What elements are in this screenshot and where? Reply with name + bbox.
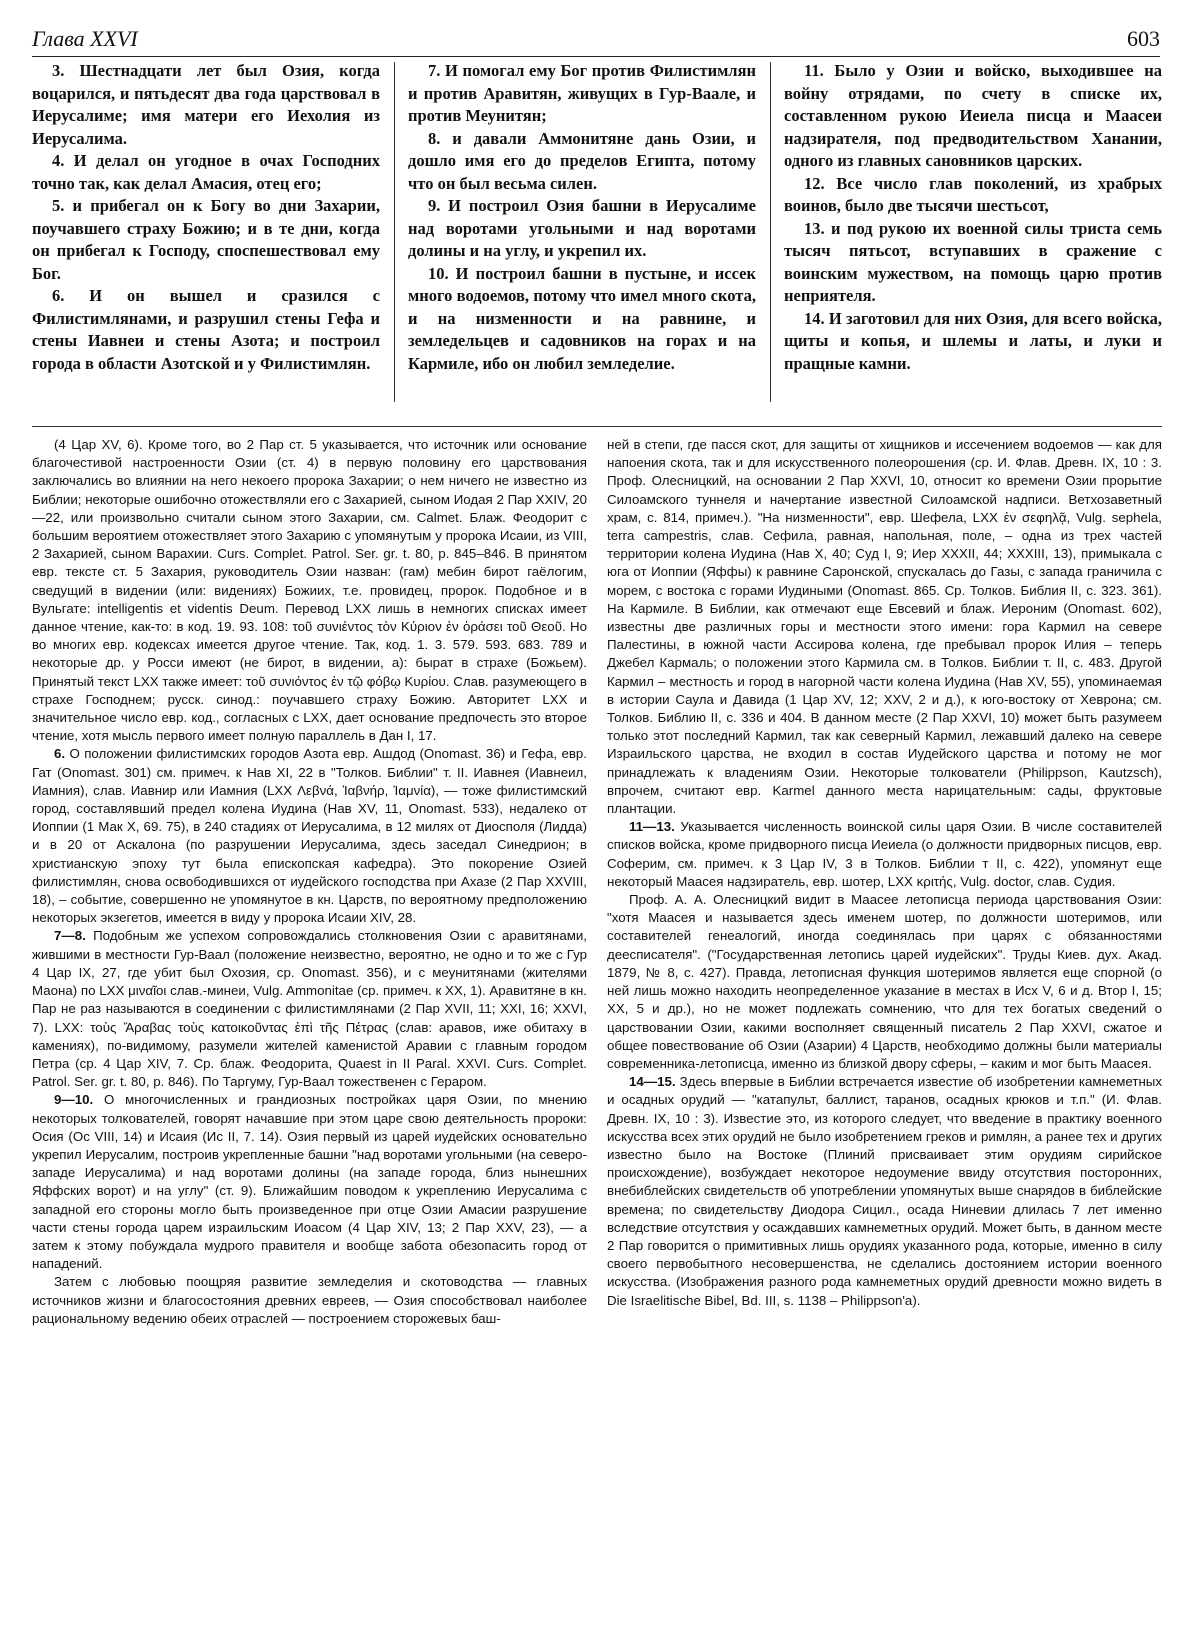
verse-reference: 7—8. xyxy=(54,928,86,944)
verse-column-1 xyxy=(32,60,380,412)
commentary-text: Здесь впервые в Библии встречается известие об изобретении камнеметных и осадных орудий — "катапульт, баллист, таранов, осадных крюков и т.п." (И. Флав. Древн. IX, 10 : 3). Известие это, из которого следует, что введение в практику военного искусства всех этих орудий не было изобретением греков и римлян, а ранее тех и других известно было на Востоке (Плиний присваивает этим орудиям сирийское происхождение), возбуждает некоторое недоумение ввиду отсутствия посторонних, внебиблейских свидетельств об употреблении упомянутых выше снарядов в библейские времена; по свидетельству Диодора Сицил., осада Ниневии длилась 7 лет именно вследствие отсутствия у осаждавших камнеметных орудий. Может быть, в данном месте 2 Пар говорится о примитивных лишь орудиях указанного рода, которые, именно в силу своего первобытного несовершенства, не сделались достоянием истории военного искусства. (Изображения разного рода камнеметных орудий древности можно видеть в Die Israelitische Bibel, Bd. III, s. 1138 – Philippson'а). xyxy=(607,1074,1162,1308)
verse: 14. И заготовил для них Озия, для всего войска, щиты и копья, и шлемы и латы, и луки и пращные камни. xyxy=(784,308,1162,373)
verse: 5. и прибегал он к Богу во дни Захарии, поучавшего страху Божию; и в те дни, когда он прибегал к Господу, споспешествовал ему Бог. xyxy=(32,196,380,283)
verse: 11. Было у Озии и войско, выходившее на войну отрядами, по счету в списке их, составленном рукою Иеиела писца и Маасеи надзирателя, под предводительством Ханании, одного из главных сановников царских. xyxy=(784,61,1162,170)
commentary-right-column xyxy=(607,436,1162,1616)
verse-reference: 6. xyxy=(54,746,66,762)
verse-column-3 xyxy=(784,60,1162,412)
column-divider xyxy=(394,62,395,402)
page-number: 603 xyxy=(1127,26,1160,51)
header-rule xyxy=(32,56,1160,57)
commentary-paragraph xyxy=(32,927,587,1091)
commentary-text: Проф. А. А. Олесницкий видит в Маасее летописца периода царствования Озии: "хотя Маасея и называется здесь именем шотер, по должности шотеримов, или составителей генеалогий, иногда соединялась при царях с обязанностями деесписателя". ("Государственная летопись царей иудейских". Труды Киев. дух. Акад. 1879, № 8, с. 427). Правда, летописная функция шотеримов является еще спорной (о ней лишь можно находить неопределенное указание в местах в Исх V, 6 и д. Втор I, 15; XX, 5 и др.), но не может подлежать сомнению, что для тех богатых сведений о царствовании Озии, какими восполняет священный писатель 2 Пар XXVI, сжатое и общее повествование об Озии (Азарии) 4 Царств, необходимо должны были материалы современника-летописца, именно из близкой двору сферы, – каким и мог быть Маасея. xyxy=(607,892,1162,1071)
verse: 3. Шестнадцати лет был Озия, когда воцарился, и пятьдесят два года царствовал в Иерусалиме; имя матери его Иехолия из Иерусалима. xyxy=(32,61,380,148)
commentary-text: Подобным же успехом сопровождались столкновения Озии с аравитянами, жившими в местности Гур-Ваал (положение неизвестно, вероятно, не одно и то же с Гур 4 Цар IX, 27, где убит был Охозия, ср. Onomast. 356), и с меунитянами (жителями Маона) по LXX μιναῖοι слав.-минеи, Vulg. Ammonitae (ср. примеч. к XX, 1). Аравитяне в кн. Пар не раз называются в соединении с филистимлянами (2 Пар XVII, 11; XXI, 16; XXVI, 7). LXX: τοὺς Ἄραβας τοὺς κατοικοῦντας ἐπὶ τῆς Πέτρας (слав: аравов, иже обитаху в камениях), по-видимому, разумели жителей каменистой Аравии с главным городом Петра (ср. 4 Цар XIV, 7. Ср. блаж. Феодорита, Quaest in II Paral. XXVI. Curs. Complet. Patrol. Ser. gr. t. 80, p. 846). По Таргуму, Гур-Ваал тожественен с Гераром. xyxy=(32,928,587,1090)
verse-reference: 14—15. xyxy=(629,1074,676,1090)
commentary-text: Затем с любовью поощряя развитие земледелия и скотоводства — главных источников жизни и благосостояния древних евреев, — Озия способствовал наиболее рациональному ведению обеих отраслей — построением сторожевых баш- xyxy=(32,1274,587,1326)
commentary-paragraph xyxy=(32,745,587,927)
commentary-text: О положении филистимских городов Азота евр. Ашдод (Onomast. 36) и Гефа, евр. Гат (Onomast. 301) см. примеч. к Нав XI, 22 в "Толков. Библии" т. II. Иавнея (Иавнеил, Иамния), слав. Иавнир или Иамния (LXX Λεβνά, Ἰαβνήρ, Ἰαμνία), — тоже филистимский город, составлявший предел колена Иудина (Нав XV, 11, Onomast. 533), недалеко от Иоппии (1 Мак X, 69. 75), в 240 стадиях от Иерусалима, в 12 милях от Диосполя (Лидда) и в 20 от Аскалона (по разрушении Иерусалима, здесь заседал Синедрион; в христианскую эпоху тут была епископская кафедра). Это покорение Озией филистимлян, снова освободившихся от иудейского господства при Ахазе (2 Пар XXVIII, 18), – событие, совершенно не упомянутое в кн. Царств, по вероятному предположению некоторых экзегетов, имеется в виду у пророка Исаии XIV, 28. xyxy=(32,746,587,926)
running-header xyxy=(32,22,1160,56)
commentary-paragraph xyxy=(607,891,1162,1073)
commentary-text: О многочисленных и грандиозных постройках царя Озии, по мнению некоторых толкователей, говорят начавшие при этом царе свою деятельность пророки: Осия (Ос VIII, 14) и Исаия (Ис II, 7. 14). Озия первый из царей иудейских основательно укрепил Иерусалим, построив укрепленные башни "над воротами угольными (на северо-западе Иерусалима) и над воротами долины (на западе города, близ нынешних Яффских ворот) и на углу" (ст. 9). Ближайшим поводом к укреплению Иерусалима с западной его стороны могло быть произведенное при отце Озии Амасии разрушение части стены города царем израильским Иоасом (4 Цар XIV, 13; 2 Пар XXV, 23), — а затем к этому побуждала мудрого правителя и вообще забота обезопасить город от нападений. xyxy=(32,1092,587,1272)
verse-reference: 9—10. xyxy=(54,1092,94,1108)
commentary-text: (4 Цар XV, 6). Кроме того, во 2 Пар ст. 5 указывается, что источник или основание благочестивой настроенности Озии (ст. 4) в первую половину его царствования заключались во влиянии на него некоего пророка Захарии; о нем ничего не известно из Библии; некоторые ошибочно отожествляли его с Захарией, сыном Иодая 2 Пар XXIV, 20—22, или произвольно считали сыном этого Захарии, см. Calmet. Блаж. Феодорит с большим вероятием отожествляет этого Захарию с упомянутым у пророка Исаии, из VIII, 2 Захарией, сыном Варахии. Curs. Complet. Patrol. Ser. gr. t. 80, p. 845–846. В принятом евр. тексте ст. 5 Захария, руководитель Озии назван: (гам) мебин бирот гаёлогим, сведущий в видении (или: видениях) Божиих, т.е. провидец, пророк. Подобное и в Вульгате: intelligentis et videntis Deum. Перевод LXX лишь в немногих списках имеет данное чтение, как-то: в код. 19. 93. 108: τοῦ συνιέντος τὸν Κύριον ἐν ὁράσει τοῦ Θεοῦ. Но во многих евр. кодексах имеется другое чтение. Так, код. 1. 3. 579. 593. 683. 789 и некоторые др. у Росси имеют (не бирот, в видении, а): бырат в страхе (Божьем). Принятый текст LXX также имеет: τοῦ συνιόντος ἐν τῷ φόβῳ Κυρίου. Слав. разумеющего в страхе Господнем; русск. синод.: поучавшего страху Божию. Авторитет LXX и значительное число евр. код., согласных с LXX, дает основание предпочесть это второе чтение, хотя мысль первого имеет полную параллель в Дан I, 17. xyxy=(32,437,587,744)
chapter-title: Глава XXVI xyxy=(32,26,138,51)
column-divider xyxy=(770,62,771,402)
commentary-paragraph xyxy=(32,1273,587,1328)
verse: 8. и давали Аммонитяне дань Озии, и дошло имя его до пределов Египта, потому что он был весьма силен. xyxy=(408,128,756,193)
verse: 12. Все число глав поколений, из храбрых воинов, было две тысячи шестьсот, xyxy=(784,173,1162,215)
commentary-paragraph xyxy=(607,1073,1162,1310)
verse-reference: 11—13. xyxy=(629,819,675,835)
verse: 6. И он вышел и сразился с Филистимлянами, и разрушил стены Гефа и стены Иавнеи и стены Азота; и построил города в области Азотской и у Филистимлян. xyxy=(32,286,380,373)
verse: 7. И помогал ему Бог против Филистимлян и против Аравитян, живущих в Гур-Ваале, и против Меунитян; xyxy=(408,61,756,125)
verse: 4. И делал он угодное в очах Господних точно так, как делал Амасия, отец его; xyxy=(32,151,380,193)
verse: 13. и под рукою их военной силы триста семь тысяч пятьсот, вступавших в сражение с воинским мужеством, на помощь царю против неприятеля. xyxy=(784,218,1162,305)
section-rule xyxy=(32,426,1162,427)
commentary-paragraph xyxy=(607,818,1162,891)
verse-column-2 xyxy=(408,60,756,412)
commentary-text: Указывается численность воинской силы царя Озии. В числе составителей списков войска, кроме придворного писца Иеиела (о должности придворных писцов, евр. Соферим, см. примеч. к 3 Цар IV, 3 в Толков. Библии т II, с. 422), упомянут еще некоторый Маасея надзиратель, евр. шотер, LXX κριτής, Vulg. doctor, слав. Судия. xyxy=(607,819,1162,889)
commentary-left-column xyxy=(32,436,587,1616)
commentary-paragraph xyxy=(607,436,1162,818)
verse: 10. И построил башни в пустыне, и иссек много водоемов, потому что имел много скота, и на низменности и на равнине, и земледельцев и садовников на горах и на Кармиле, ибо он любил земледелие. xyxy=(408,263,756,373)
commentary-paragraph xyxy=(32,436,587,745)
commentary-paragraph xyxy=(32,1091,587,1273)
scripture-text xyxy=(32,60,1162,418)
verse: 9. И построил Озия башни в Иерусалиме над воротами угольными и над воротами долины и на углу, и укрепил их. xyxy=(408,196,756,260)
commentary-text: ней в степи, где пасся скот, для защиты от хищников и иссечением водоемов — как для напоения скота, так и для искусственного полеорошения (ср. И. Флав. Древн. IX, 10 : 3. Проф. Олесницкий, на основании 2 Пар XXVI, 10, относит ко времени Озии прорытие Силоамского туннеля и начертание известной Силоамской надписи. Ветхозаветный храм, с. 814, примеч.). "На низменности", евр. Шефела, LXX ἐν σεφηλᾷ, Vulg. sephela, terra campestris, слав. Сефила, равная, напольная, поле, – одна из трех частей территории колена Иудина (Нав X, 40; Суд I, 9; Иер XXXII, 44; XXXIII, 13), примыкала с юга от Иоппии (Яффы) к равнине Саронской, спускалась до Газы, с запада граничила с морем, с востока с горами Иудиными (Onomast. 865. Ср. Толков. Библия II, с. 323. 361). На Кармиле. В Библии, как отмечают еще Евсевий и блаж. Иероним (Onomast. 602), известны две различных горы и местности этого имени: гора Кармил на севере Палестины, в южной части Ассирова колена, где пребывал пророк Илия – теперь Джебел Кармаль; о положении этого Кармила см. в Толков. Библии т. II, с. 483. Другой Кармил – местность и город в нагорной части колена Иудина (Нав XV, 55), упоминаемая в истории Саула и Давида (1 Цар XV, 12; XXV, 2 и д.), к юго-востоку от Хеврона; см. Толков. Библию II, с. 336 и 404. В данном месте (2 Пар XXVI, 10) может быть разумеем только этот последний Кармил, так как северный Кармил, лежавший далеко на севере Израильского царства, не входил в состав Иудейского царства и потому не мог принадлежать к владениям Озии. Некоторые толкователи (Philippson, Kautzsch), впрочем, считают евр. Karmel данного места нарицательным: сады, фруктовые плантации. xyxy=(607,437,1162,817)
